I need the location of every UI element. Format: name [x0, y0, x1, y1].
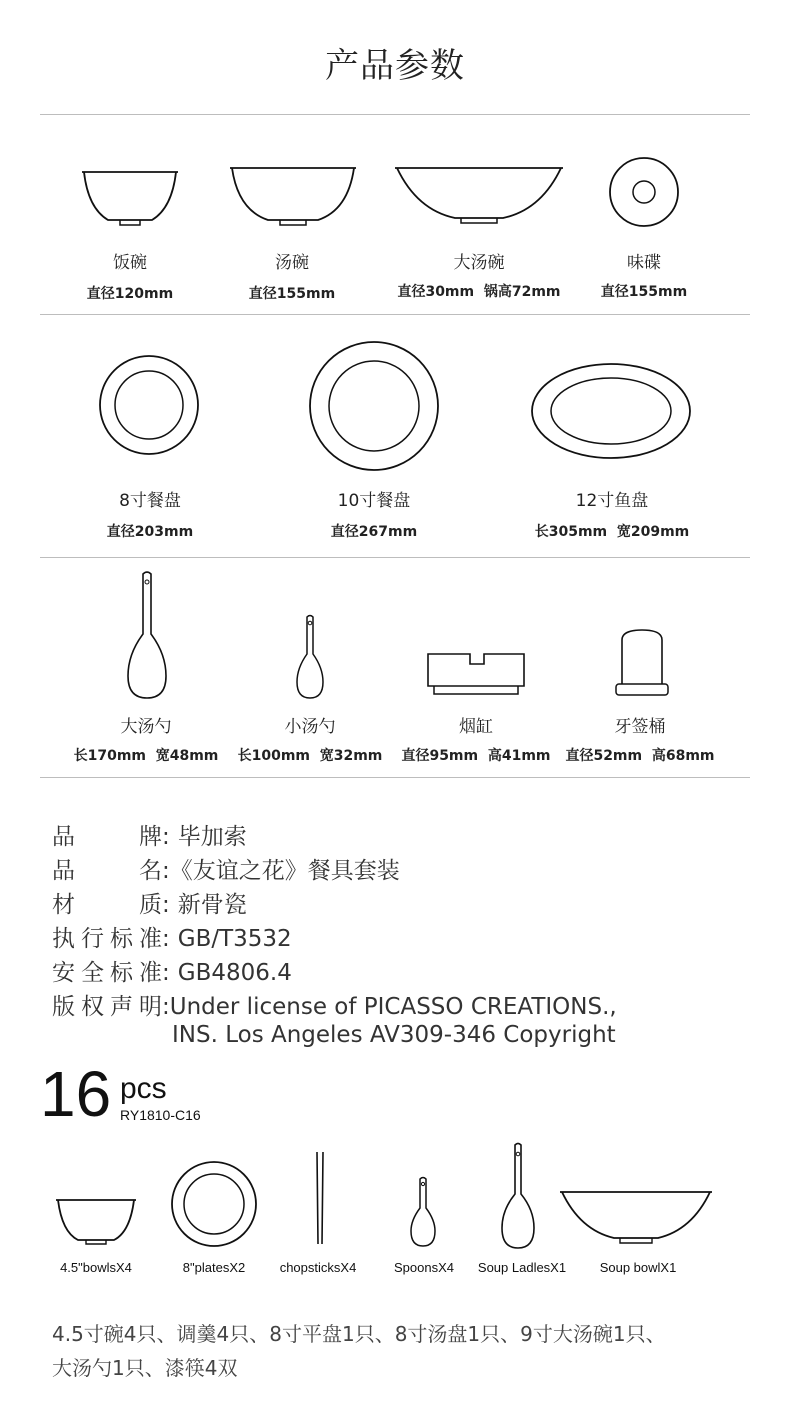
sauce-dish-icon: [608, 156, 680, 228]
item-dimensions: 直径155mm: [248, 286, 336, 302]
item-dimensions: 直径267mm: [330, 524, 418, 540]
spec-copyright-continuation: INS. Los Angeles AV309-346 Copyright: [172, 1022, 616, 1048]
divider: [40, 114, 750, 115]
item-name: 烟缸: [459, 717, 493, 737]
soup-bowl-icon: [228, 164, 358, 228]
item-name: 大汤勺: [120, 717, 172, 737]
set-summary-line: 大汤勺1只、漆筷4双: [52, 1356, 238, 1380]
plate-10-icon: [308, 340, 440, 472]
divider: [40, 777, 750, 778]
spec-brand: 品牌: 毕加索: [52, 824, 247, 850]
set-item-label: Soup bowlX1: [599, 1260, 677, 1275]
spec-standard: 执行标准: GB/T3532: [52, 926, 292, 952]
chopsticks-icon: [314, 1150, 326, 1246]
soup-ladle-icon: [498, 1142, 538, 1252]
spoon-icon: [408, 1176, 438, 1248]
set-item-label: 8"platesX2: [182, 1260, 246, 1275]
set-summary-line: 4.5寸碗4只、调羹4只、8寸平盘1只、8寸汤盘1只、9寸大汤碗1只、: [52, 1322, 666, 1346]
plate-8-icon: [98, 354, 200, 456]
soup-bowl-icon: [558, 1188, 714, 1246]
rice-bowl-icon: [80, 168, 180, 228]
item-dimensions: 长170mm 宽48mm: [73, 748, 219, 764]
divider: [40, 557, 750, 558]
page-title: 产品参数: [325, 46, 465, 86]
item-dimensions: 直径52mm 高68mm: [565, 748, 715, 764]
small-spoon-icon: [294, 614, 326, 700]
item-name: 味碟: [627, 253, 661, 273]
large-soup-bowl-icon: [393, 164, 565, 226]
item-dimensions: 直径155mm: [600, 284, 688, 300]
item-dimensions: 长305mm 宽209mm: [534, 524, 690, 540]
item-name: 12寸鱼盘: [575, 491, 649, 511]
item-name: 大汤碗: [453, 253, 505, 273]
divider: [40, 314, 750, 315]
set-item-label: chopsticksX4: [279, 1260, 357, 1275]
item-name: 饭碗: [113, 253, 147, 273]
fish-plate-icon: [530, 362, 692, 460]
plate-icon: [170, 1160, 258, 1248]
item-dimensions: 直径30mm 锅高72mm: [397, 284, 561, 300]
bowl-icon: [54, 1196, 138, 1246]
item-dimensions: 长100mm 宽32mm: [237, 748, 383, 764]
model-number: RY1810-C16: [120, 1107, 201, 1123]
item-dimensions: 直径95mm 高41mm: [401, 748, 551, 764]
item-name: 8寸餐盘: [119, 491, 181, 511]
item-dimensions: 直径203mm: [106, 524, 194, 540]
set-item-label: 4.5"bowlsX4: [60, 1260, 132, 1275]
toothpick-holder-icon: [614, 626, 670, 698]
large-spoon-icon: [124, 570, 170, 702]
item-name: 汤碗: [275, 253, 309, 273]
set-item-label: SpoonsX4: [394, 1260, 454, 1275]
ashtray-icon: [426, 652, 526, 698]
set-count: 16: [40, 1058, 112, 1130]
spec-material: 材质: 新骨瓷: [52, 892, 247, 918]
item-name: 小汤勺: [284, 717, 336, 737]
set-unit: pcs: [120, 1072, 167, 1105]
spec-copyright: 版权声明:Under license of PICASSO CREATIONS.,: [52, 994, 617, 1020]
item-name: 牙签桶: [614, 717, 666, 737]
item-name: 10寸餐盘: [337, 491, 411, 511]
spec-safety-standard: 安全标准: GB4806.4: [52, 960, 292, 986]
set-item-label: Soup LadlesX1: [477, 1260, 567, 1275]
spec-product-name: 品名:《友谊之花》餐具套装: [52, 858, 400, 884]
item-dimensions: 直径120mm: [86, 286, 174, 302]
